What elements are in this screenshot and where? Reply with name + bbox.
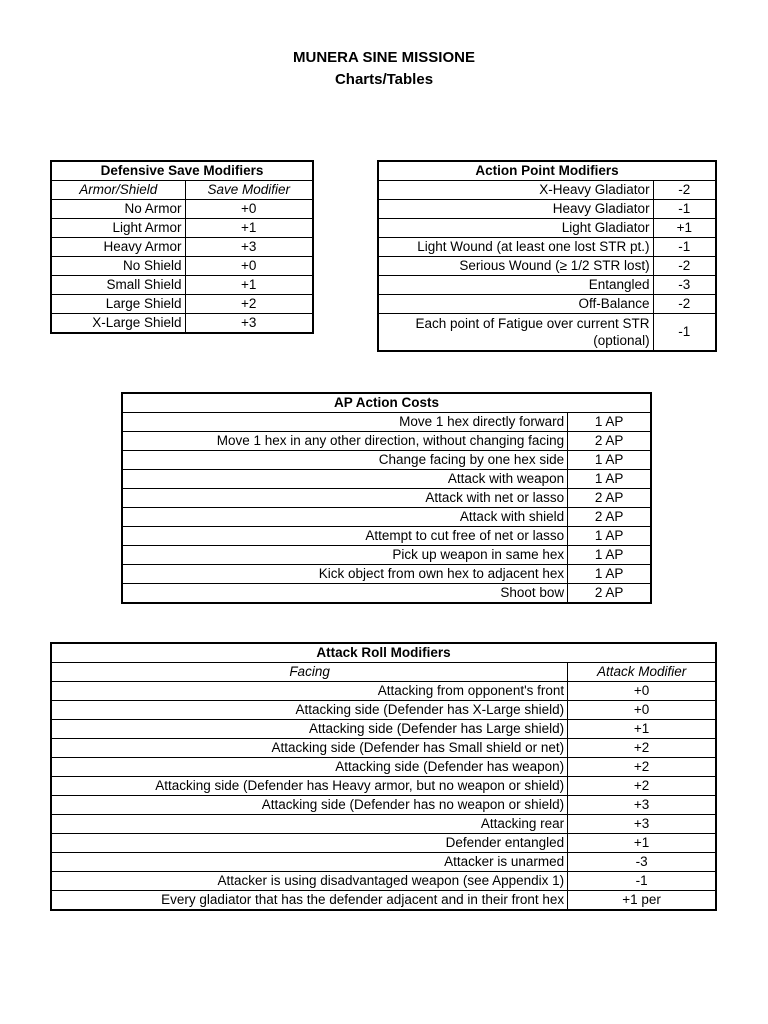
row-label: Large Shield — [51, 295, 185, 314]
row-value: 2 AP — [568, 508, 651, 527]
table-row — [378, 219, 716, 238]
row-label: Light Armor — [51, 219, 185, 238]
table-row — [51, 238, 313, 257]
row-value: +1 — [653, 219, 716, 238]
row-value: 2 AP — [568, 432, 651, 451]
document-title: MUNERA SINE MISSIONE — [293, 49, 475, 66]
row-value: -2 — [653, 181, 716, 200]
table-row — [51, 257, 313, 276]
table-row — [122, 451, 651, 470]
ap-action-costs-table — [121, 392, 652, 604]
table-row — [51, 314, 313, 334]
table-row — [51, 777, 716, 796]
table-row — [51, 872, 716, 891]
table-row — [51, 200, 313, 219]
table-row — [122, 546, 651, 565]
row-value: -1 — [568, 872, 716, 891]
table-row — [378, 314, 716, 352]
table-row — [122, 565, 651, 584]
column-header-armor-shield: Armor/Shield — [51, 181, 185, 200]
row-label: Attacking side (Defender has Heavy armor, but no weapon or shield) — [51, 777, 568, 796]
action-point-modifiers-table — [377, 160, 717, 352]
table-row — [122, 470, 651, 489]
row-value: 2 AP — [568, 584, 651, 604]
row-label: Small Shield — [51, 276, 185, 295]
row-label: Serious Wound (≥ 1/2 STR lost) — [378, 257, 653, 276]
column-header-save-modifier: Save Modifier — [185, 181, 313, 200]
row-label: Each point of Fatigue over current STR (optional) — [378, 314, 653, 352]
row-label: Attack with shield — [122, 508, 568, 527]
table-row — [51, 891, 716, 911]
row-label: Heavy Armor — [51, 238, 185, 257]
table-row — [51, 701, 716, 720]
row-value: 1 AP — [568, 413, 651, 432]
row-label: Attacking rear — [51, 815, 568, 834]
table-row — [51, 853, 716, 872]
table-row — [51, 739, 716, 758]
row-label: Shoot bow — [122, 584, 568, 604]
row-label: Change facing by one hex side — [122, 451, 568, 470]
row-value: -1 — [653, 238, 716, 257]
row-value: +3 — [185, 238, 313, 257]
table-row — [51, 276, 313, 295]
row-label: Light Gladiator — [378, 219, 653, 238]
row-value: +1 per — [568, 891, 716, 911]
row-value: -2 — [653, 295, 716, 314]
row-label: Pick up weapon in same hex — [122, 546, 568, 565]
row-label: Heavy Gladiator — [378, 200, 653, 219]
row-label: Attacking side (Defender has weapon) — [51, 758, 568, 777]
row-value: +1 — [568, 834, 716, 853]
row-value: +2 — [568, 777, 716, 796]
table-row — [378, 200, 716, 219]
table-row — [51, 720, 716, 739]
table-row — [122, 413, 651, 432]
table-row — [122, 584, 651, 604]
row-value: +0 — [568, 701, 716, 720]
row-value: +1 — [185, 219, 313, 238]
row-label: Attempt to cut free of net or lasso — [122, 527, 568, 546]
row-label: Kick object from own hex to adjacent hex — [122, 565, 568, 584]
table-row — [51, 815, 716, 834]
row-value: +2 — [185, 295, 313, 314]
table-row — [122, 489, 651, 508]
row-label: Move 1 hex directly forward — [122, 413, 568, 432]
row-label: Attack with net or lasso — [122, 489, 568, 508]
row-value: 1 AP — [568, 546, 651, 565]
table-row — [51, 834, 716, 853]
row-value: +2 — [568, 758, 716, 777]
table-row — [378, 257, 716, 276]
row-label: No Armor — [51, 200, 185, 219]
row-value: 1 AP — [568, 527, 651, 546]
attack-roll-modifiers-table — [50, 642, 717, 911]
table-row — [51, 682, 716, 701]
row-label: Every gladiator that has the defender adjacent and in their front hex — [51, 891, 568, 911]
row-value: +0 — [568, 682, 716, 701]
row-value: -3 — [653, 276, 716, 295]
table-row — [122, 508, 651, 527]
table-row — [378, 295, 716, 314]
row-value: +0 — [185, 257, 313, 276]
table-row — [51, 758, 716, 777]
row-label: Attacking side (Defender has no weapon or shield) — [51, 796, 568, 815]
row-label: X-Heavy Gladiator — [378, 181, 653, 200]
row-value: +3 — [185, 314, 313, 334]
row-label: Attacking side (Defender has Small shield or net) — [51, 739, 568, 758]
row-value: +1 — [185, 276, 313, 295]
row-value: 1 AP — [568, 451, 651, 470]
row-label: Light Wound (at least one lost STR pt.) — [378, 238, 653, 257]
row-value: -1 — [653, 200, 716, 219]
table-row — [122, 527, 651, 546]
row-value: -2 — [653, 257, 716, 276]
table-row — [378, 276, 716, 295]
table-row — [122, 432, 651, 451]
row-label: Attack with weapon — [122, 470, 568, 489]
row-value: +3 — [568, 815, 716, 834]
row-label: Attacker is using disadvantaged weapon (see Appendix 1) — [51, 872, 568, 891]
row-label: Defender entangled — [51, 834, 568, 853]
row-value: +2 — [568, 739, 716, 758]
row-label: Attacker is unarmed — [51, 853, 568, 872]
row-value: +1 — [568, 720, 716, 739]
column-header-facing: Facing — [51, 663, 568, 682]
row-value: -1 — [653, 314, 716, 352]
row-label: Attacking side (Defender has Large shield) — [51, 720, 568, 739]
row-value: +0 — [185, 200, 313, 219]
row-label: Attacking from opponent's front — [51, 682, 568, 701]
table-header: Attack Roll Modifiers — [51, 643, 716, 663]
table-row — [51, 295, 313, 314]
row-value: 1 AP — [568, 470, 651, 489]
row-value: -3 — [568, 853, 716, 872]
table-row — [378, 181, 716, 200]
row-label: Off-Balance — [378, 295, 653, 314]
row-label: X-Large Shield — [51, 314, 185, 334]
row-value: +3 — [568, 796, 716, 815]
row-label: Attacking side (Defender has X-Large shield) — [51, 701, 568, 720]
column-header-attack-modifier: Attack Modifier — [568, 663, 716, 682]
row-label: Move 1 hex in any other direction, without changing facing — [122, 432, 568, 451]
table-row — [51, 796, 716, 815]
table-header: AP Action Costs — [122, 393, 651, 413]
table-row — [378, 238, 716, 257]
row-value: 1 AP — [568, 565, 651, 584]
table-header: Defensive Save Modifiers — [51, 161, 313, 181]
table-header: Action Point Modifiers — [378, 161, 716, 181]
row-label: No Shield — [51, 257, 185, 276]
document-subtitle: Charts/Tables — [334, 71, 434, 88]
row-label: Entangled — [378, 276, 653, 295]
defensive-save-table — [50, 160, 314, 334]
row-value: 2 AP — [568, 489, 651, 508]
table-row — [51, 219, 313, 238]
